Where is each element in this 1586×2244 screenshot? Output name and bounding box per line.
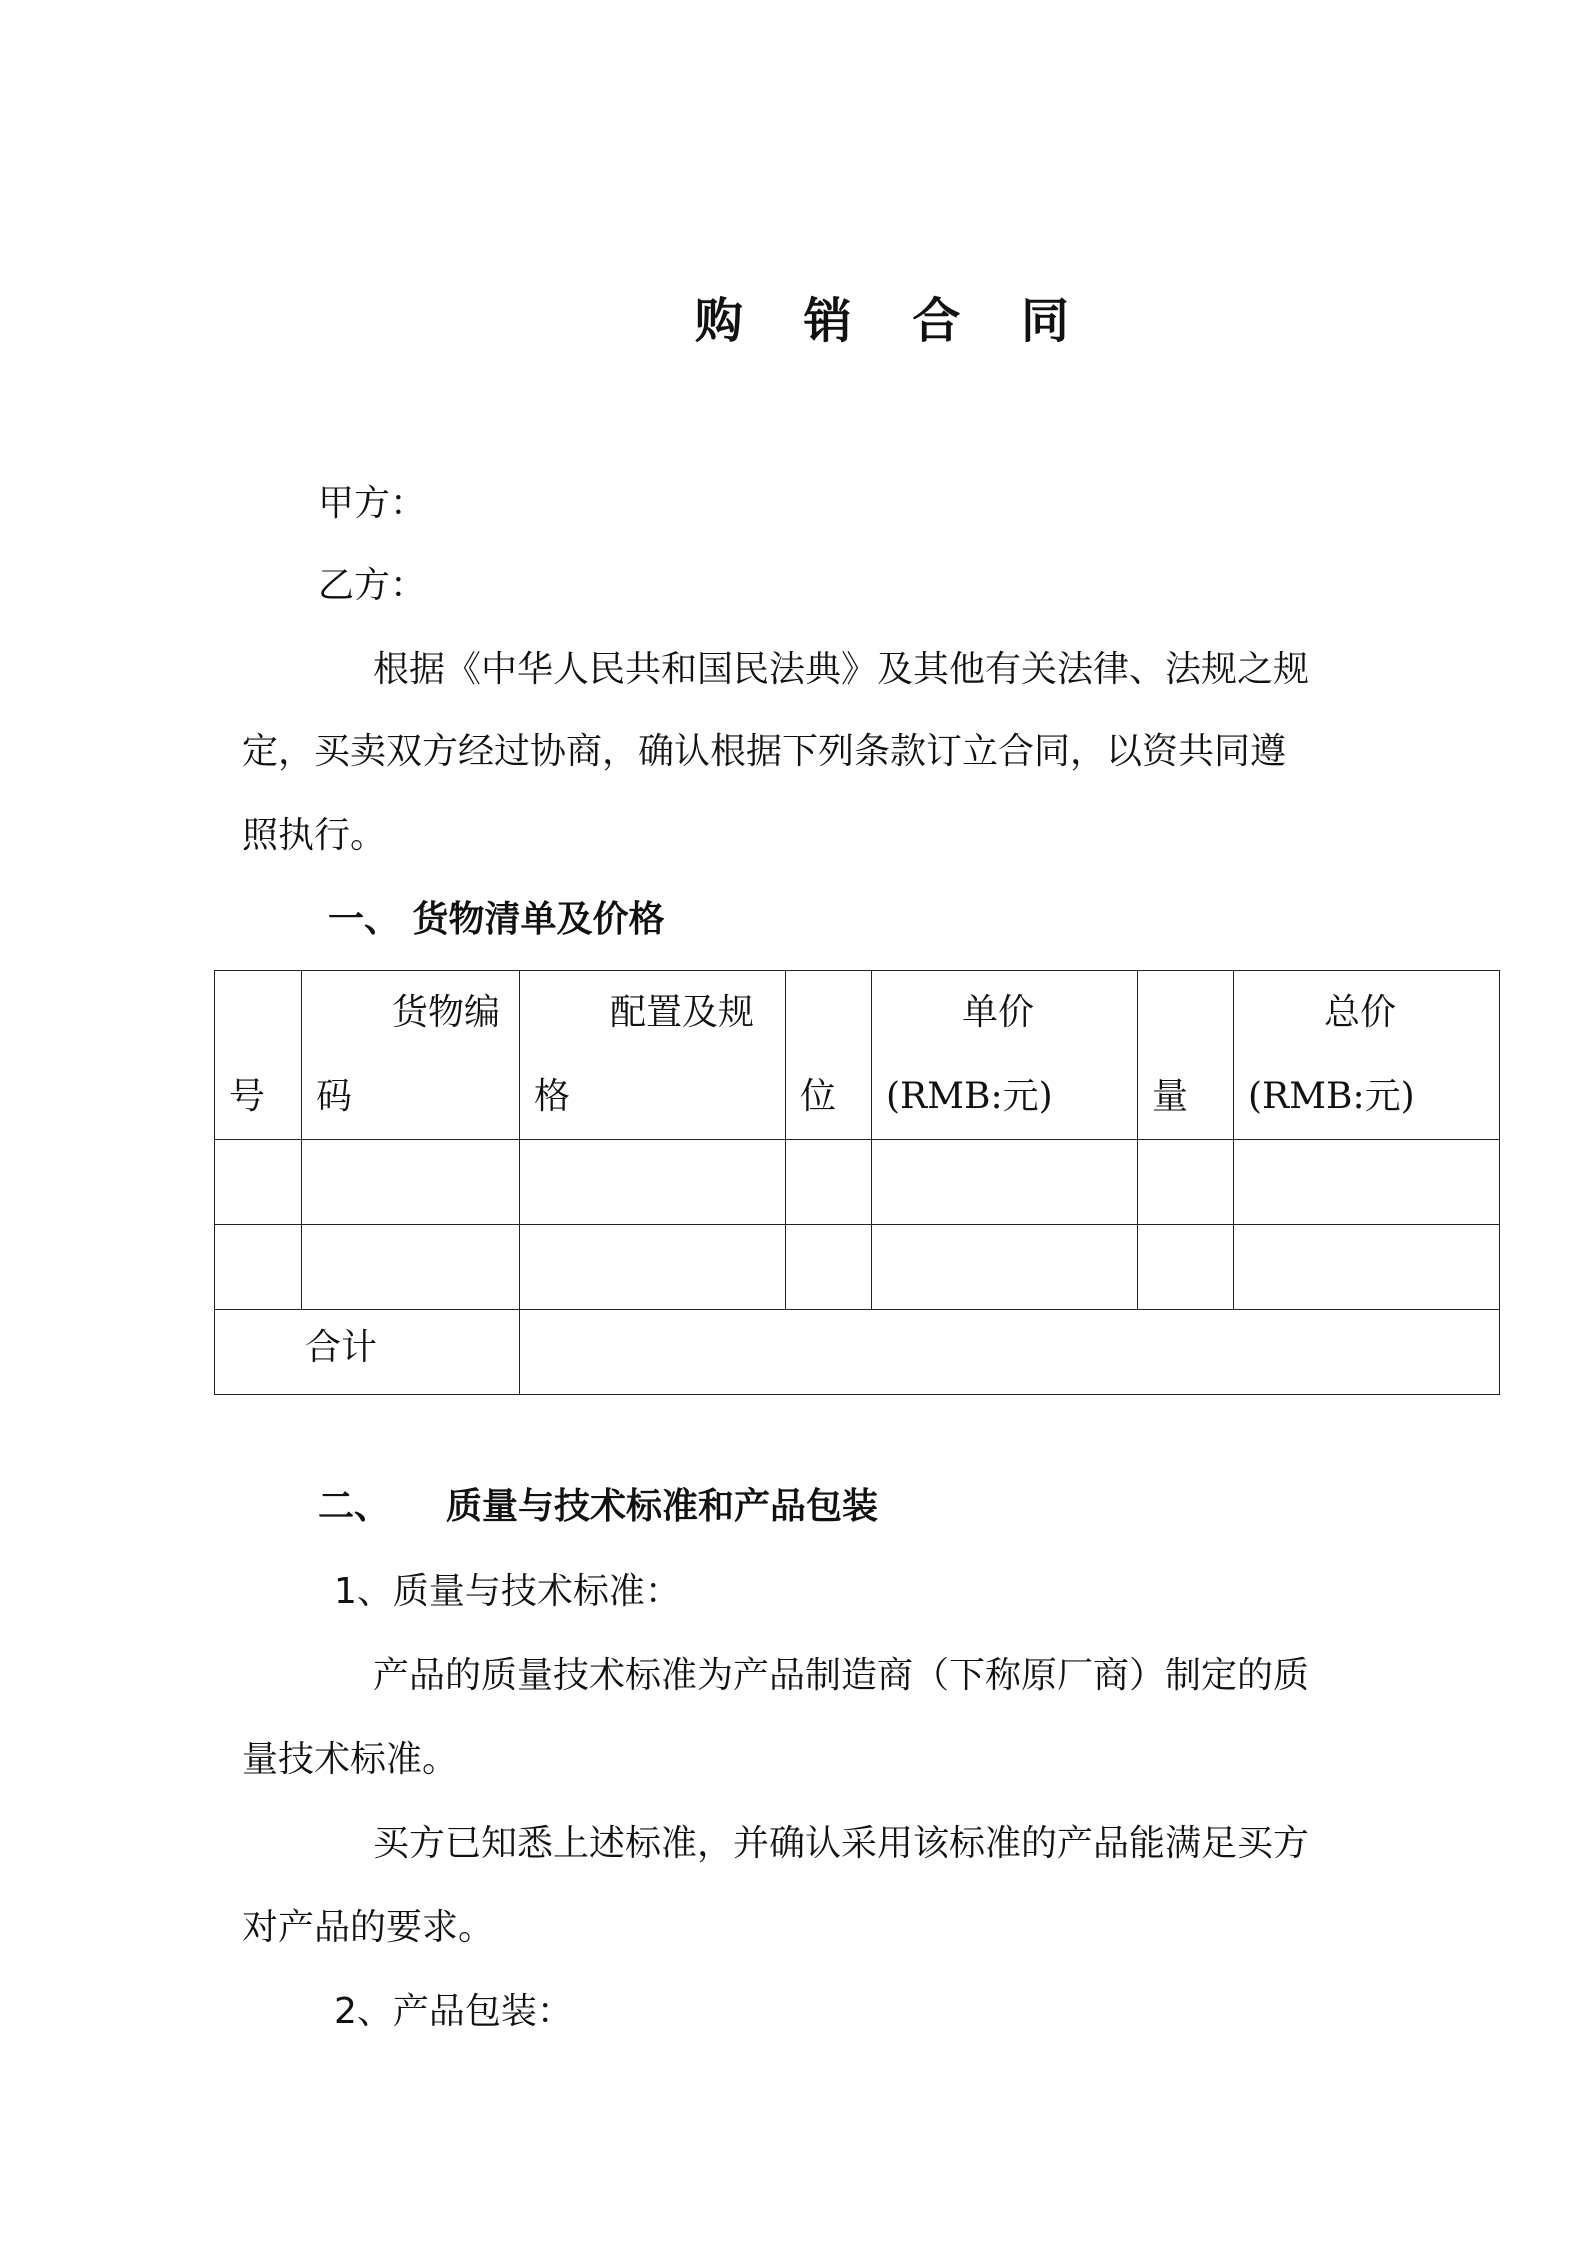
paragraph-2-line-1: 买方已知悉上述标准，并确认采用该标准的产品能满足买方 (373, 1823, 1310, 1864)
table-total-row (215, 1310, 1500, 1395)
header-cell-spec: 配置及规 格 (520, 971, 786, 1140)
party-b-label: 乙方： (318, 565, 427, 606)
table-cell (215, 1140, 302, 1225)
table-cell (1234, 1225, 1500, 1310)
subsection-2-heading: 2、产品包装： (334, 1991, 573, 2032)
header-cell-index: 号 (215, 971, 302, 1140)
header-cell-unit-price: 单价 (RMB:元) (872, 971, 1138, 1140)
section-2-number: 二、 (318, 1486, 391, 1527)
paragraph-1-line-2: 量技术标准。 (242, 1739, 459, 1780)
table-cell (786, 1225, 872, 1310)
table-cell (302, 1225, 520, 1310)
header-cell-unit: 位 (786, 971, 872, 1140)
paragraph-2-line-2: 对产品的要求。 (242, 1907, 495, 1948)
table-cell (1138, 1225, 1234, 1310)
table-cell (872, 1225, 1138, 1310)
total-value (520, 1310, 1500, 1395)
table-row (215, 1140, 1500, 1225)
table-row (215, 1225, 1500, 1310)
paragraph-1-line-1: 产品的质量技术标准为产品制造商（下称原厂商）制定的质 (373, 1655, 1310, 1696)
intro-line-2: 定，买卖双方经过协商，确认根据下列条款订立合同，以资共同遵 (242, 731, 1287, 772)
header-cell-quantity: 量 (1138, 971, 1234, 1140)
table-cell (520, 1225, 786, 1310)
table-cell (1234, 1140, 1500, 1225)
total-label: 合计 (215, 1310, 520, 1395)
table-cell (215, 1225, 302, 1310)
intro-line-1: 根据《中华人民共和国民法典》及其他有关法律、法规之规 (373, 649, 1310, 690)
header-cell-total-price: 总价 (RMB:元) (1234, 971, 1500, 1140)
section-2-heading: 质量与技术标准和产品包装 (446, 1486, 879, 1527)
subsection-1-heading: 1、质量与技术标准： (334, 1571, 681, 1612)
party-a-label: 甲方： (318, 483, 427, 524)
table-cell (302, 1140, 520, 1225)
table-cell (786, 1140, 872, 1225)
document-title: 购 销 合 同 (694, 293, 1092, 349)
section-1-heading: 一、 货物清单及价格 (328, 899, 665, 940)
goods-price-table (214, 970, 1500, 1395)
table-cell (520, 1140, 786, 1225)
intro-line-3: 照执行。 (242, 815, 387, 856)
table-cell (872, 1140, 1138, 1225)
table-cell (1138, 1140, 1234, 1225)
table-header-row (215, 971, 1500, 1140)
header-cell-code: 货物编 码 (302, 971, 520, 1140)
